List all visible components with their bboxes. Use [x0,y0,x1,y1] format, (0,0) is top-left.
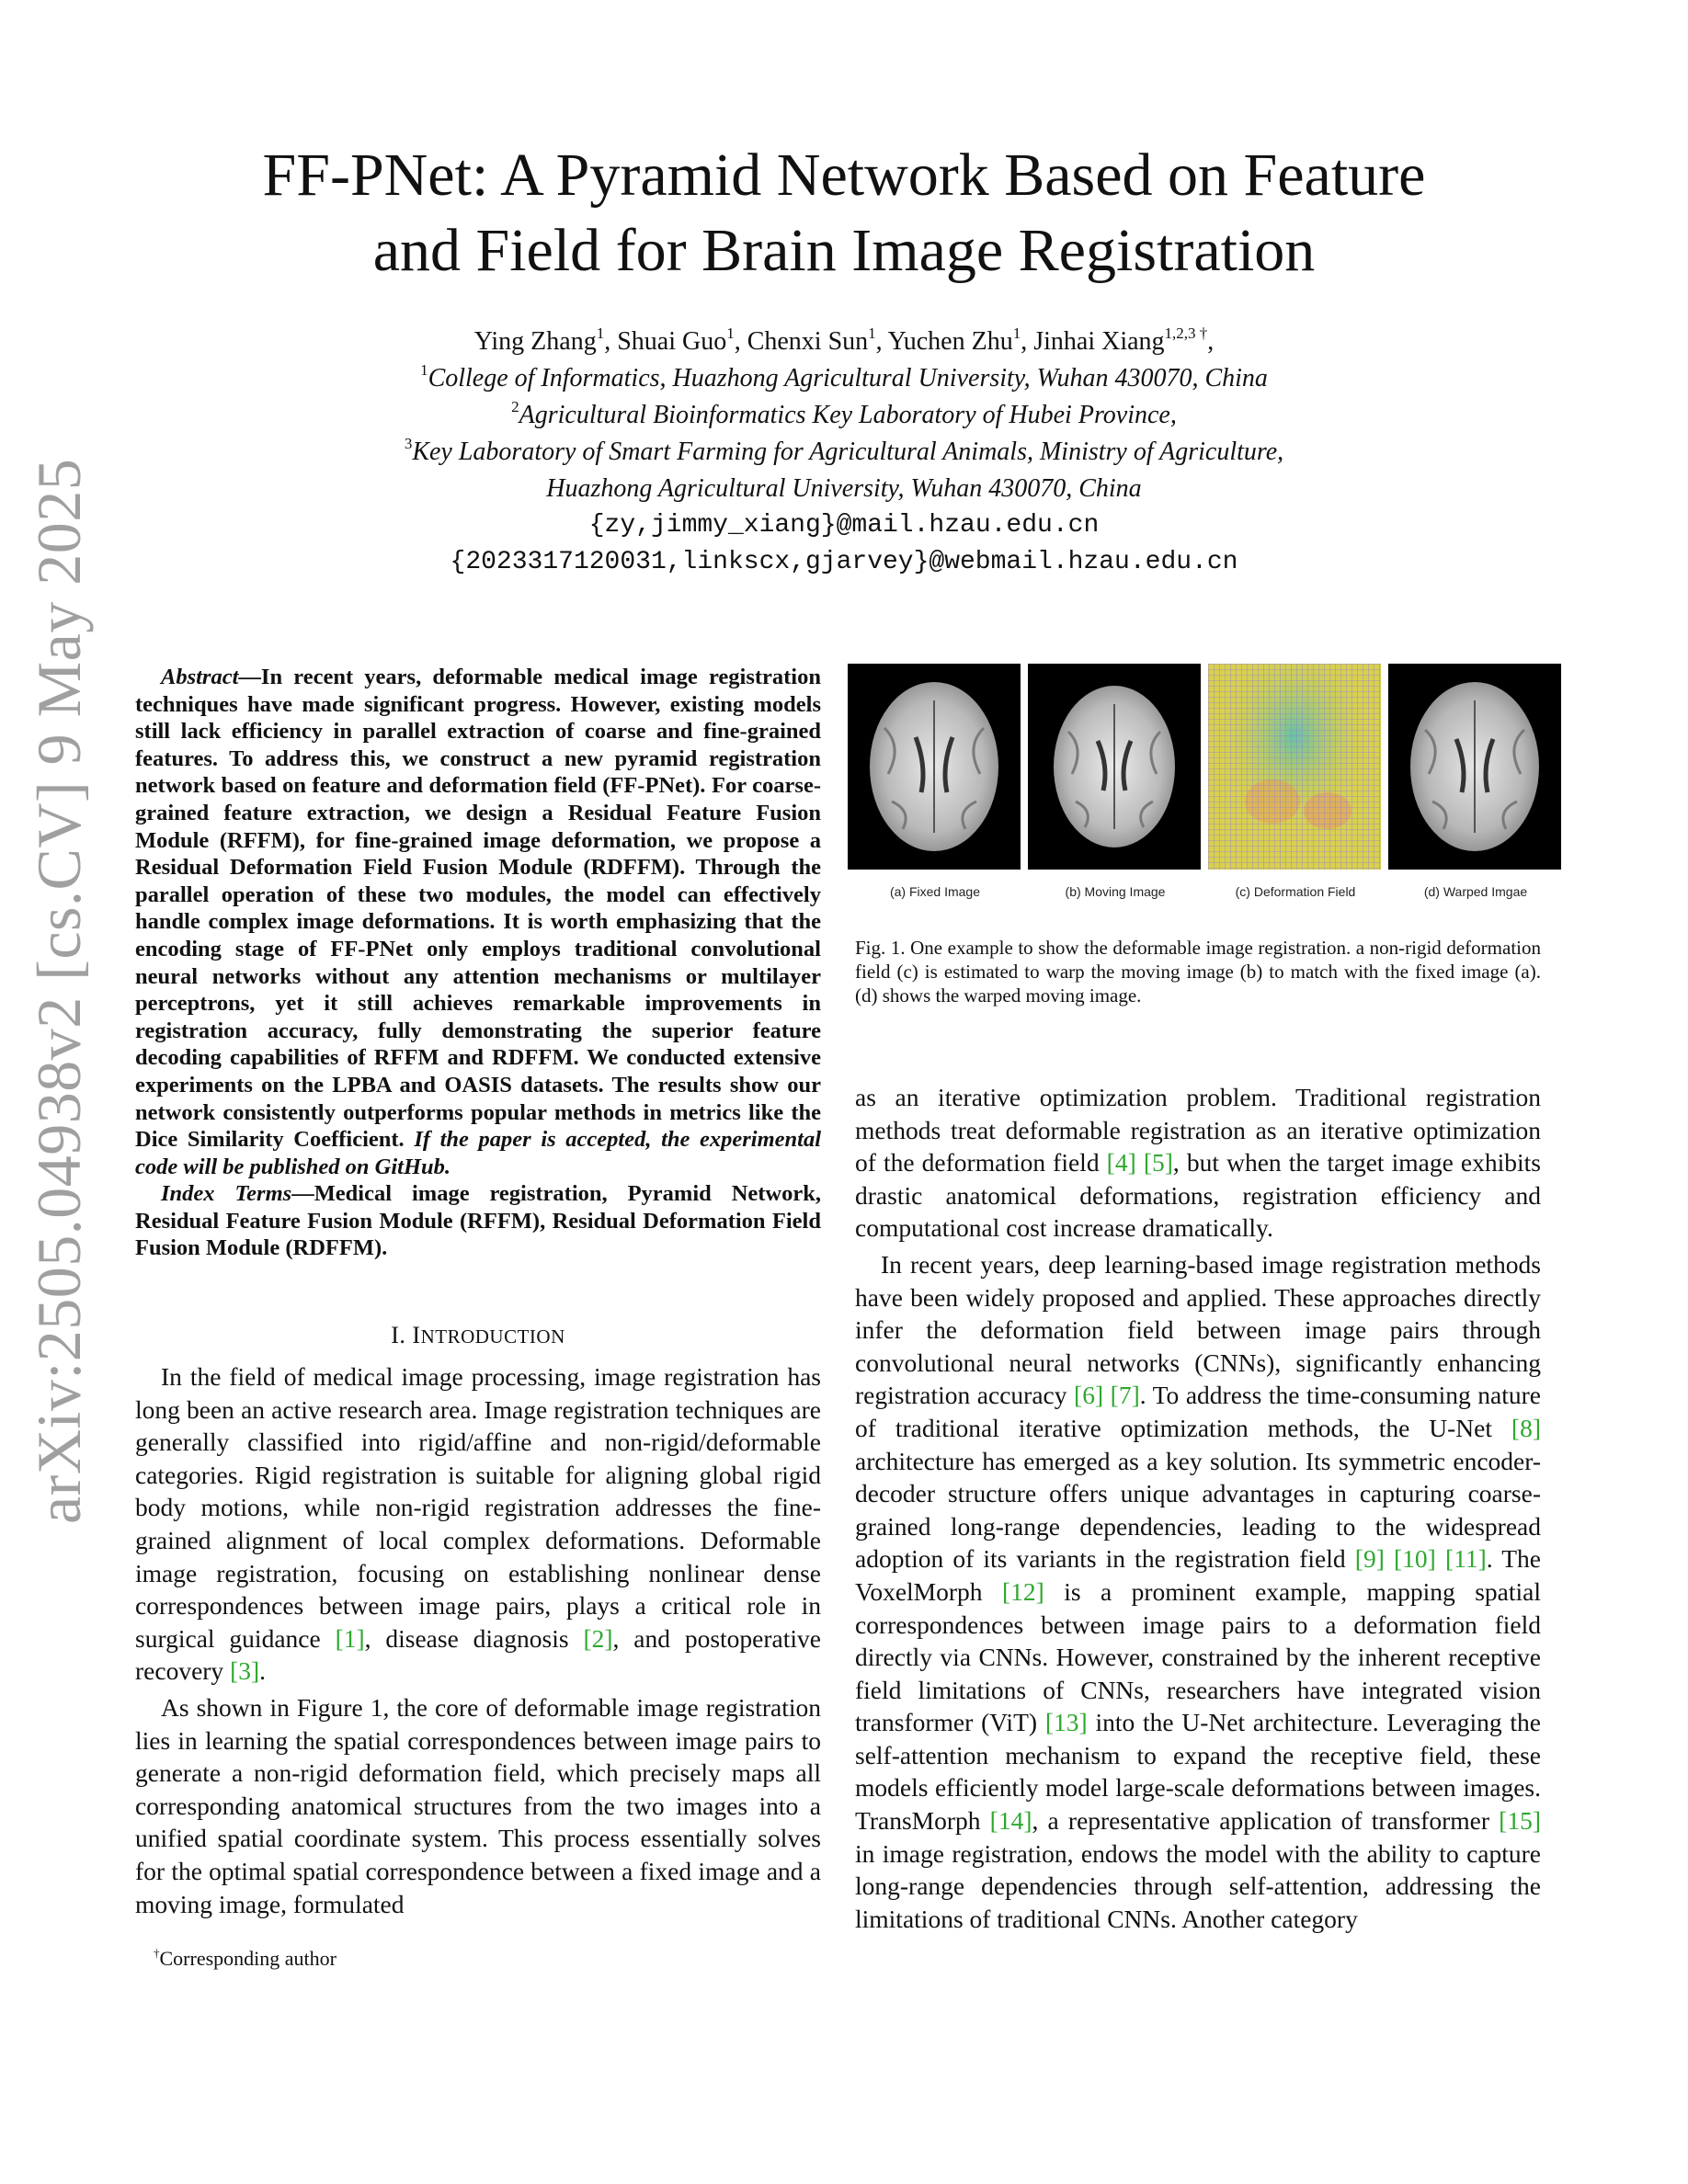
citation-link[interactable]: [3] [230,1656,260,1686]
citation-link[interactable]: [1] [335,1623,365,1653]
index-terms-label: Index Terms [161,1181,292,1207]
citation-link[interactable]: [11] [1444,1544,1487,1574]
affiliation-3-cont: Huazhong Agricultural University, Wuhan 430070, China [546,474,1142,503]
footnote-mark: † [154,1946,160,1960]
section-numeral: I. I [391,1322,421,1348]
author-name: Yuchen Zhu [887,327,1013,356]
intro-paragraph-3: as an iterative optimization problem. Traditional registration methods treat deformable registration as an iterative optimization of the deformation field [4] [5], but when the target image exhibits drastic anatomical deformations, registration efficiency and computational cost increase dramatically. [855,1083,1541,1243]
citation-link[interactable]: [10] [1393,1544,1436,1574]
affiliation-1-text: College of Informatics, Huazhong Agricultural University, Wuhan 430070, China [428,364,1268,392]
figure-sublabel-c: (c) Deformation Field [1235,884,1356,899]
index-terms-body: —Medical image registration, Pyramid Network, Residual Feature Fusion Module (RFFM), Residual Deformation Field Fusion Module (RDFFM). [135,1181,821,1261]
footnote-text: Corresponding author [159,1947,336,1970]
figure-1-panels [848,664,1554,873]
author-name: Chenxi Sun [747,327,869,356]
abstract-body: —In recent years, deformable medical image registration techniques have made significant progress. However, existing models still lack efficiency in parallel extraction of coarse and fine-grained features. To address this, we construct a new pyramid registration network based on feature and deformation field (FF-PNet). For coarse-grained feature extraction, we design a Residual Feature Fusion Module (RFFM), for fine-grained image deformation, we propose a Residual Deformation Field Fusion Module (RDFFM). Through the parallel operation of these two modules, the model can effectively handle complex image deformations. It is worth emphasizing that the encoding stage of FF-PNet only employs traditional convolutional neural networks without any attention mechanisms or multilayer perceptrons, yet it still achieves remarkable improvements in registration accuracy, fully demonstrating the superior feature decoding capabilities of RFFM and RDFFM. We conducted extensive experiments on the LPBA and OASIS datasets. The results show our network consistently outperforms popular methods in metrics like the Dice Similarity Coefficient. [135,665,821,1153]
citation-link[interactable]: [9] [1354,1544,1385,1574]
figure-sublabel-b: (b) Moving Image [1065,884,1166,899]
right-column-body [855,1081,1541,1939]
moving-image-brain-scan [1028,664,1201,870]
section-name: NTRODUCTION [420,1325,565,1348]
citation-link[interactable]: [4] [1106,1148,1136,1177]
citation-link[interactable]: [15] [1499,1806,1541,1836]
abstract-label: Abstract [161,665,239,689]
affiliation-3: $^3$Key Laboratory of Smart Farming for Agricultural Animals, Ministry of Agriculture, [404,435,1284,466]
affiliation-3-text: Key Laboratory of Smart Farming for Agricultural Animals, Ministry of Agriculture, [412,438,1284,466]
email-line-2: {2023317120031,linkscx,gjarvey}@webmail.hzau.edu.cn [450,548,1238,576]
author-name: Jinhai Xiang [1033,327,1165,356]
title-line-1: FF-PNet: A Pyramid Network Based on Feature [262,142,1426,209]
citation-link[interactable]: [8] [1511,1413,1541,1442]
citation-link[interactable]: [2] [583,1623,613,1653]
author-affiliation-mark: 1 [868,324,876,342]
warped-image-brain-scan [1388,664,1561,870]
author-list: Ying Zhang$^1$, Shuai Guo$^1$, Chenxi Sun$^1$, Yuchen Zhu$^1$, Jinhai Xiang$^{1,2,3 \dagger}$, [473,324,1215,356]
intro-paragraph-2: As shown in Figure 1, the core of deformable image registration lies in learning the spatial correspondences between image pairs to generate a non-rigid deformation field, which precisely maps all corresponding anatomical structures from the two images into a unified spatial coordinate system. This process essentially solves for the optimal spatial correspondence between a fixed image and a moving image, formulated [135,1692,821,1918]
author-name: Ying Zhang [473,327,597,356]
fixed-image-brain-scan [848,664,1021,870]
abstract-tail: If the paper is accepted, the experimental code will be published on GitHub. [135,1127,822,1179]
author-affiliation-mark: 1 [1012,324,1021,342]
intro-paragraph-4: In recent years, deep learning-based image registration methods have been widely proposed and applied. These approaches directly infer the deformation field between image pairs through convolutional neural networks (CNNs), significantly enhancing registration accuracy [6] [7]. To address the time-consuming nature of traditional iterative optimization methods, the U-Net [8] architecture has emerged as a key solution. Its symmetric encoder-decoder structure offers unique advantages in capturing coarse-grained long-range dependencies, leading to the widespread adoption of its variants in the registration field [9] [10] [11]. The VoxelMorph [12] is a prominent example, mapping spatial correspondences between image pairs to a deformation field directly via CNNs. However, constrained by the inherent receptive field limitations of CNNs, researchers have integrated vision transformer (ViT) [13] into the U-Net architecture. Leveraging the self-attention mechanism to expand the receptive field, these models efficiently model large-scale deformations between images. TransMorph [14], a representative application of transformer [15] in image registration, endows the model with the ability to capture long-range dependencies through self-attention, addressing the limitations of traditional CNNs. Another category [855,1249,1542,1933]
arxiv-identifier-stamp: arXiv:2505.04938v2 [cs.CV] 9 May 2025 [24,458,94,1524]
author-affiliation-mark: 1 [596,324,605,342]
citation-link[interactable]: [5] [1143,1148,1173,1177]
figure-sublabel-d: (d) Warped Imgae [1423,884,1528,899]
figure-sublabel-a: (a) Fixed Image [889,884,981,899]
paper-title [129,138,1559,289]
affiliation-2: $^2$Agricultural Bioinformatics Key Laboratory of Hubei Province, [511,398,1177,429]
section-heading-introduction [135,1322,821,1349]
citation-link[interactable]: [6] [1074,1381,1104,1410]
title-line-2: and Field for Brain Image Registration [372,217,1316,284]
author-name: Shuai Guo [617,327,727,356]
figure-1-caption: Fig. 1. One example to show the deformable image registration. a non-rigid deformation field (c) is estimated to warp the moving image (b) to match with the fixed image (a). (d) shows the warped moving image. [855,937,1541,1007]
footnote [154,1947,336,1971]
left-column-body [135,1360,821,1924]
email-line-1: {zy,jimmy_xiang}@mail.hzau.edu.cn [588,511,1100,540]
author-affiliation-mark: 1,2,3 † [1164,324,1208,342]
author-affiliation-mark: 1 [726,324,735,342]
affiliation-2-text: Agricultural Bioinformatics Key Laboratory of Hubei Province, [519,401,1177,429]
citation-link[interactable]: [7] [1110,1381,1140,1410]
citation-link[interactable]: [14] [989,1806,1032,1836]
deformation-field-image [1208,664,1381,870]
citation-link[interactable]: [12] [1001,1576,1044,1606]
affiliation-1: $^1$College of Informatics, Huazhong Agricultural University, Wuhan 430070, China [420,361,1268,392]
intro-paragraph-1: In the field of medical image processing, image registration has long been an active research area. Image registration techniques are generally classified into rigid/affine and non-rigid/deformable categories. Rigid registration is suitable for aligning global rigid body motions, while non-rigid registration addresses the fine-grained alignment of local complex deformations. Deformable image registration, focusing on establishing nonlinear dense correspondences between image pairs, plays a critical role in surgical guidance [1], disease diagnosis [2], and postoperative recovery [3]. [135,1362,821,1686]
citation-link[interactable]: [13] [1044,1708,1088,1737]
abstract-block [135,664,821,1262]
